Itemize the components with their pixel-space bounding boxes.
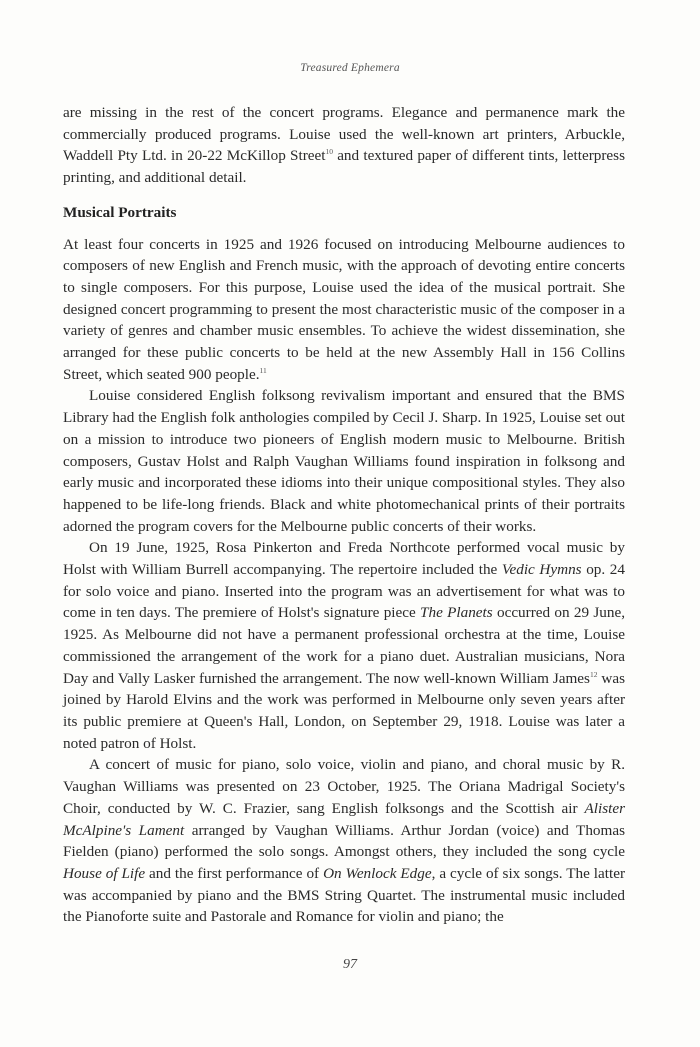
paragraph-continuation <box>63 102 625 189</box>
paragraph-text: was joined by Harold Elvins and the work was performed in Melbourne only seven years after its public premiere at Queen's Hall, London, on September 29, 1918. Louise was later a noted patron of Holst. <box>63 669 625 752</box>
paragraph-text: op. 24 for solo voice and piano. Inserted into the program was an advertisement for what was to come in ten days. The premiere of Holst's signature piece <box>63 561 625 622</box>
paragraph-text: , a cycle of six songs. The latter was accompanied by piano and the BMS String Quartet. The instrumental music included the Pianoforte suite and Pastorale and Romance for violin and piano; the <box>63 864 626 926</box>
running-header: Treasured Ephemera <box>300 62 400 74</box>
footnote-reference: 12 <box>589 669 598 679</box>
work-title: The Planets <box>420 604 493 622</box>
paragraph-text: A concert of music for piano, solo voice, violin and piano, and choral music by R. Vaughan Williams was presented on 23 October, 1925. The Oriana Madrigal Society's Choir, conducted by W. C. Frazier, sang English folksongs and the Scottish air <box>63 756 625 817</box>
paragraph-text: Louise considered English folksong revivalism important and ensured that the BMS Library had the English folk anthologies compiled by Cecil J. Sharp. In 1925, Louise set out on a mission to introduce two pioneers of English modern music to Melbourne. British composers, Gustav Holst and Ralph Vaughan Williams found inspiration in folksong and early music and incorporated these idioms into their unique compositional styles. They also happened to be life-long friends. Black and white photomechanical prints of their portraits adorned the program covers for the Melbourne public concerts of their works. <box>63 387 625 535</box>
work-title: On Wenlock Edge <box>323 864 432 882</box>
work-title: Alister McAlpine's Lament <box>63 799 625 839</box>
paragraph-text: At least four concerts in 1925 and 1926 focused on introducing Melbourne audiences to composers of new English and French music, with the approach of devoting entire concerts to single composers. For this purpose, Louise used the idea of the musical portrait. She designed concert programming to present the most characteristic music of the composer in a variety of genres and chamber music ensembles. To achieve the widest dissemination, she arranged for these public concerts to be held at the new Assembly Hall in 156 Collins Street, which seated 900 people. <box>63 235 625 383</box>
paragraph-text: occurred on 29 June, 1925. As Melbourne did not have a permanent professional orchestra at the time, Louise commissioned the arrangement of the work for a piano duet. Australian musicians, Nora Day and Vally Lasker furnished the arrangement. The now well-known William James <box>63 604 625 687</box>
page-number: 97 <box>343 957 357 972</box>
paragraph <box>63 385 625 537</box>
paragraph <box>63 537 625 754</box>
paragraph <box>63 234 625 386</box>
body-text <box>63 102 625 928</box>
work-title: House of Life <box>63 864 146 882</box>
footnote-reference: 11 <box>259 365 267 375</box>
paragraph-text: arranged by Vaughan Williams. Arthur Jordan (voice) and Thomas Fielden (piano) performed the solo songs. Amongst others, they included the song cycle <box>63 821 625 861</box>
paragraph <box>63 754 625 928</box>
paragraph-text: are missing in the rest of the concert programs. Elegance and permanence mark the commercially produced programs. Louise used the well-known art printers, Arbuckle, Waddell Pty Ltd. in 20-22 McKillop Street <box>63 104 625 165</box>
section-heading: Musical Portraits <box>63 203 177 221</box>
paragraph-text: On 19 June, 1925, Rosa Pinkerton and Freda Northcote performed vocal music by Holst with William Burrell accompanying. The repertoire included the <box>63 539 625 579</box>
paragraph-text: and textured paper of different tints, letterpress printing, and additional detail. <box>63 147 625 187</box>
paragraph-text: and the first performance of <box>145 864 324 882</box>
footnote-reference: 10 <box>325 147 333 157</box>
work-title: Vedic Hymns <box>501 561 582 579</box>
